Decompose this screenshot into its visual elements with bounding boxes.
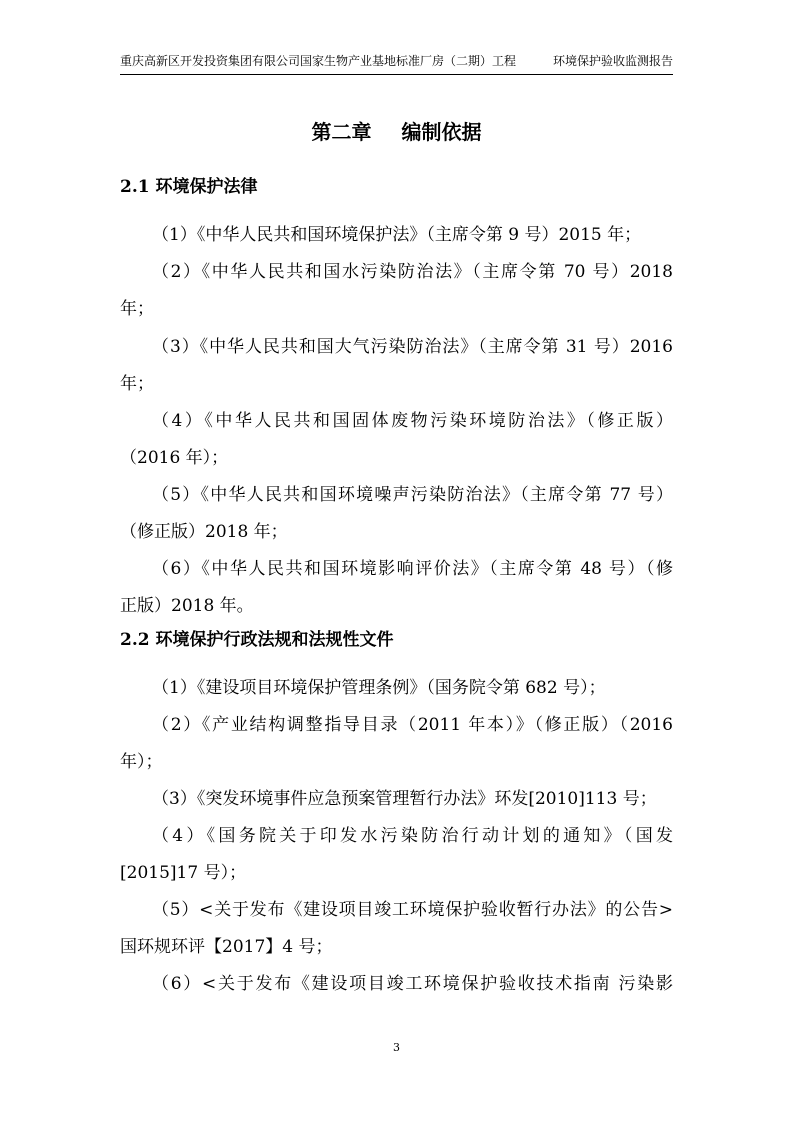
page-header [120,52,673,75]
law-item-3-cont: 年； [120,374,154,394]
regulation-item-3: （3）《突发环境事件应急预案管理暂行办法》环发[2010]113 号； [152,789,657,809]
regulation-item-6: （6）<关于发布《建设项目竣工环境保护验收技术指南 污染影 [152,974,673,994]
regulation-item-1: （1）《建设项目环境保护管理条例》（国务院令第 682 号）； [152,678,606,698]
law-item-4-cont: （2016 年）； [120,448,229,468]
regulation-item-4: （4）《国务院关于印发水污染防治行动计划的通知》（国发 [152,826,673,846]
law-item-1: （1）《中华人民共和国环境保护法》（主席令第 9 号）2015 年； [152,225,642,245]
law-item-2: （2）《中华人民共和国水污染防治法》（主席令第 70 号）2018 [152,262,673,282]
chapter-title [0,116,793,145]
law-item-3: （3）《中华人民共和国大气污染防治法》（主席令第 31 号）2016 [152,337,673,357]
regulation-item-2-cont: 年）； [120,752,163,772]
law-item-5: （5）《中华人民共和国环境噪声污染防治法》（主席令第 77 号） [152,485,673,505]
law-item-5-cont: （修正版）2018 年； [120,522,288,542]
header-report-name: 环境保护验收监测报告 [552,54,673,68]
section-heading-2-2: 2.2 环境保护行政法规和法规性文件 [120,630,394,650]
regulation-item-5: （5）<关于发布《建设项目竣工环境保护验收暂行办法》的公告> [152,900,673,920]
law-item-4: （4）《中华人民共和国固体废物污染环境防治法》（修正版） [152,411,673,431]
page-number: 3 [393,1041,400,1054]
regulation-item-5-cont: 国环规环评【2017】4 号； [120,937,333,957]
law-item-6: （6）《中华人民共和国环境影响评价法》（主席令第 48 号）（修 [152,559,673,579]
chapter-name: 编制依据 [401,120,482,144]
law-item-6-cont: 正版）2018 年。 [120,596,254,616]
law-item-2-cont: 年； [120,299,154,319]
header-project-name: 重庆高新区开发投资集团有限公司国家生物产业基地标准厂房（二期）工程 [120,54,517,68]
chapter-number: 第二章 [311,120,372,144]
regulation-item-2: （2）《产业结构调整指导目录（2011 年本）》（修正版）（2016 [152,715,673,735]
regulation-item-4-cont: [2015]17 号）； [120,863,247,883]
section-heading-2-1: 2.1 环境保护法律 [120,177,258,197]
